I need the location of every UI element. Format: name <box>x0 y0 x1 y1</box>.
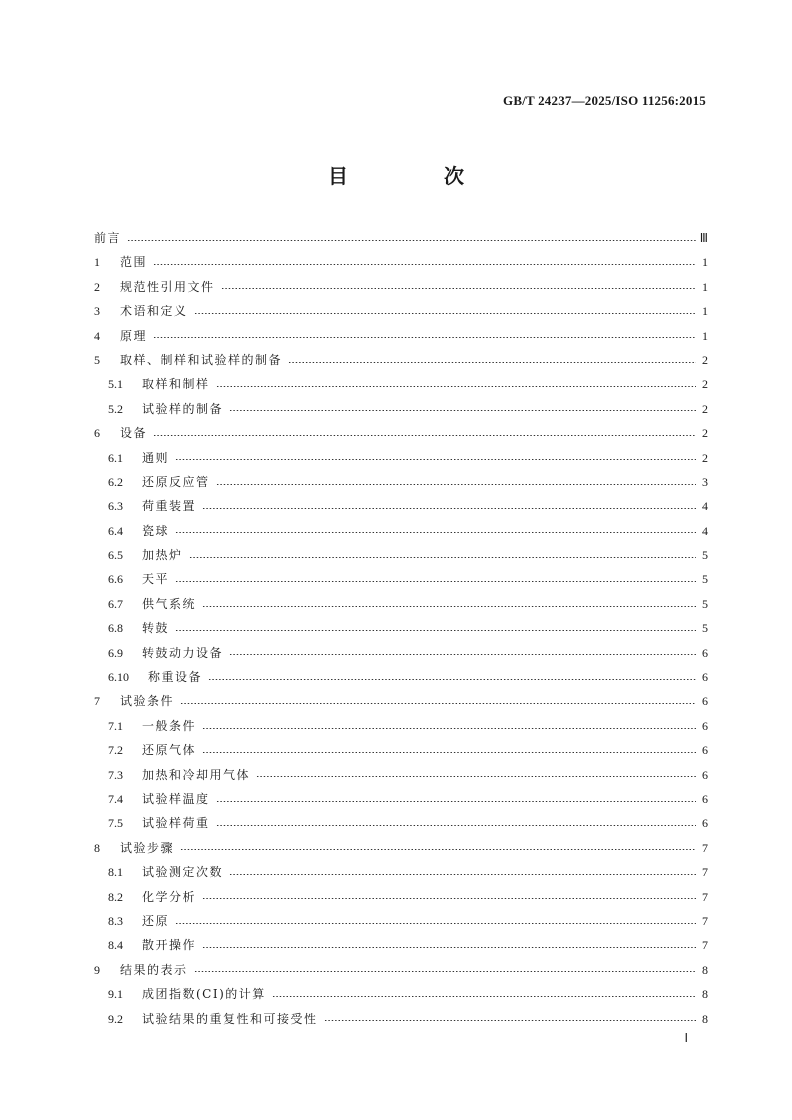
toc-entry-number: 6 <box>94 426 100 441</box>
toc-entry-page: 1 <box>702 328 708 343</box>
toc-entry-page: 6 <box>702 791 708 806</box>
dot-leader <box>194 971 696 972</box>
toc-entry-page: 6 <box>702 743 708 758</box>
dot-leader <box>153 435 696 436</box>
toc-entry-label: 试验样荷重 <box>142 816 210 831</box>
toc-entry-label: 荷重装置 <box>142 499 197 514</box>
dot-leader <box>189 557 696 558</box>
toc-entry-label: 称重设备 <box>148 670 203 685</box>
toc-entry[interactable] <box>94 958 708 982</box>
dot-leader <box>202 752 696 753</box>
dot-leader <box>216 484 696 485</box>
toc-entry-label: 天平 <box>142 572 170 587</box>
toc-entry-page: 1 <box>702 255 708 270</box>
toc-entry-page: 8 <box>702 987 708 1002</box>
toc-entry-label: 范围 <box>120 255 148 270</box>
toc-entry-label: 试验结果的重复性和可接受性 <box>142 1011 318 1026</box>
toc-entry-label: 瓷球 <box>142 523 170 538</box>
dot-leader <box>175 532 696 533</box>
toc-entry-label: 原理 <box>120 328 148 343</box>
toc-entry-number: 7.2 <box>108 743 123 758</box>
dot-leader <box>221 288 696 289</box>
toc-entry-number: 6.3 <box>108 499 123 514</box>
toc-entry-number: 6.8 <box>108 621 123 636</box>
dot-leader <box>288 362 696 363</box>
toc-entry[interactable] <box>94 811 708 835</box>
dot-leader <box>216 386 696 387</box>
toc-entry-page: 3 <box>702 474 708 489</box>
toc-entry-number: 9.2 <box>108 1011 123 1026</box>
toc-entry[interactable] <box>94 665 708 689</box>
toc-entry-number: 7.4 <box>108 791 123 806</box>
toc-entry-label: 设备 <box>120 426 148 441</box>
toc-entry-label: 试验样的制备 <box>142 401 224 416</box>
toc-entry-page: 4 <box>702 499 708 514</box>
toc-entry[interactable] <box>94 787 708 811</box>
toc-entry[interactable] <box>94 226 708 250</box>
dot-leader <box>180 849 696 850</box>
toc-entry-number: 9.1 <box>108 987 123 1002</box>
toc-entry-page: 7 <box>702 938 708 953</box>
toc-entry[interactable] <box>94 421 708 445</box>
dot-leader <box>202 898 696 899</box>
toc-entry-number: 2 <box>94 279 100 294</box>
toc-entry-page: Ⅲ <box>699 231 708 245</box>
toc-entry-page: 1 <box>702 304 708 319</box>
dot-leader <box>202 606 696 607</box>
toc-entry-number: 5 <box>94 352 100 367</box>
toc-entry-label: 一般条件 <box>142 718 197 733</box>
toc-entry-label: 供气系统 <box>142 596 197 611</box>
toc-entry-page: 5 <box>702 621 708 636</box>
toc-entry-number: 7.5 <box>108 816 123 831</box>
toc-entry-number: 6.1 <box>108 450 123 465</box>
standard-code: GB/T 24237—2025/ISO 11256:2015 <box>503 93 706 108</box>
toc-entry-number: 6.10 <box>108 670 129 685</box>
toc-entry-page: 7 <box>702 913 708 928</box>
toc-entry[interactable] <box>94 446 708 470</box>
toc-entry-label: 通则 <box>142 450 170 465</box>
toc-entry-number: 7.1 <box>108 718 123 733</box>
toc-entry-label: 成团指数(CI)的计算 <box>142 987 266 1002</box>
toc-entry-label: 试验条件 <box>120 694 175 709</box>
dot-leader <box>202 947 696 948</box>
dot-leader <box>202 508 696 509</box>
toc-entry-label: 还原 <box>142 913 170 928</box>
toc-entry[interactable] <box>94 738 708 762</box>
toc-entry-label: 术语和定义 <box>120 304 188 319</box>
dot-leader <box>175 581 696 582</box>
toc-entry[interactable] <box>94 348 708 372</box>
toc-entry-page: 6 <box>702 816 708 831</box>
toc-entry-page: 5 <box>702 572 708 587</box>
toc-entry-number: 8.3 <box>108 913 123 928</box>
dot-leader <box>153 264 696 265</box>
toc-entry-label: 还原气体 <box>142 743 197 758</box>
toc-entry[interactable] <box>94 567 708 591</box>
toc-entry-label: 前言 <box>94 231 122 245</box>
dot-leader <box>180 703 696 704</box>
dot-leader <box>175 459 696 460</box>
dot-leader <box>324 1020 696 1021</box>
toc-entry-number: 5.1 <box>108 377 123 392</box>
toc-entry-number: 7.3 <box>108 767 123 782</box>
dot-leader <box>256 776 696 777</box>
toc-entry-page: 8 <box>702 1011 708 1026</box>
dot-leader <box>202 728 696 729</box>
toc-entry[interactable] <box>94 299 708 323</box>
toc-entry[interactable] <box>94 543 708 567</box>
toc-entry-number: 1 <box>94 255 100 270</box>
toc-entry-label: 散开操作 <box>142 938 197 953</box>
toc-entry-page: 6 <box>702 718 708 733</box>
toc-entry-number: 6.7 <box>108 596 123 611</box>
toc-entry[interactable] <box>94 982 708 1006</box>
toc-entry-label: 转鼓 <box>142 621 170 636</box>
toc-entry[interactable] <box>94 860 708 884</box>
toc-entry[interactable] <box>94 592 708 616</box>
toc-entry-page: 8 <box>702 962 708 977</box>
toc-entry[interactable] <box>94 641 708 665</box>
toc-entry-page: 5 <box>702 548 708 563</box>
toc-entry-number: 7 <box>94 694 100 709</box>
toc-entry-page: 7 <box>702 840 708 855</box>
toc-entry[interactable] <box>94 689 708 713</box>
toc-entry-label: 结果的表示 <box>120 962 188 977</box>
toc-entry-number: 8.1 <box>108 865 123 880</box>
toc-entry-number: 6.4 <box>108 523 123 538</box>
dot-leader <box>229 410 696 411</box>
toc-entry[interactable] <box>94 494 708 518</box>
toc-entry[interactable] <box>94 933 708 957</box>
dot-leader <box>272 996 696 997</box>
toc-entry-label: 规范性引用文件 <box>120 279 215 294</box>
toc-entry[interactable] <box>94 275 708 299</box>
toc-entry-number: 6.6 <box>108 572 123 587</box>
toc-entry[interactable] <box>94 1007 708 1031</box>
toc-entry[interactable] <box>94 885 708 909</box>
toc-entry[interactable] <box>94 397 708 421</box>
dot-leader <box>153 337 696 338</box>
toc-entry-page: 2 <box>702 450 708 465</box>
toc-entry-page: 2 <box>702 377 708 392</box>
toc-entry-page: 7 <box>702 889 708 904</box>
toc-entry-label: 试验样温度 <box>142 791 210 806</box>
dot-leader <box>216 801 696 802</box>
toc-entry[interactable] <box>94 836 708 860</box>
toc-entry-number: 6.2 <box>108 474 123 489</box>
dot-leader <box>175 923 696 924</box>
table-of-contents <box>94 226 708 1031</box>
toc-entry-number: 8.4 <box>108 938 123 953</box>
toc-entry-page: 6 <box>702 694 708 709</box>
toc-entry-page: 2 <box>702 426 708 441</box>
toc-entry[interactable] <box>94 763 708 787</box>
toc-entry[interactable] <box>94 616 708 640</box>
toc-entry[interactable] <box>94 470 708 494</box>
toc-entry-label: 取样和制样 <box>142 377 210 392</box>
toc-entry-label: 加热炉 <box>142 548 183 563</box>
toc-entry-label: 化学分析 <box>142 889 197 904</box>
toc-entry-page: 2 <box>702 352 708 367</box>
page-title: 目 次 <box>328 164 502 188</box>
dot-leader <box>194 313 696 314</box>
toc-entry-page: 7 <box>702 865 708 880</box>
toc-entry-label: 试验步骤 <box>120 840 175 855</box>
dot-leader <box>216 825 696 826</box>
toc-entry-page: 6 <box>702 670 708 685</box>
toc-entry-label: 取样、制样和试验样的制备 <box>120 352 283 367</box>
dot-leader <box>208 679 696 680</box>
toc-entry-number: 3 <box>94 304 100 319</box>
dot-leader <box>229 874 696 875</box>
toc-entry-label: 加热和冷却用气体 <box>142 767 251 782</box>
toc-entry[interactable] <box>94 714 708 738</box>
toc-entry-number: 6.9 <box>108 645 123 660</box>
toc-entry-label: 还原反应管 <box>142 474 210 489</box>
dot-leader <box>229 654 696 655</box>
toc-entry-page: 4 <box>702 523 708 538</box>
page-number: Ⅰ <box>684 1031 688 1045</box>
toc-entry-page: 2 <box>702 401 708 416</box>
toc-entry[interactable] <box>94 250 708 274</box>
toc-entry[interactable] <box>94 519 708 543</box>
toc-entry[interactable] <box>94 324 708 348</box>
dot-leader <box>127 240 696 241</box>
toc-entry[interactable] <box>94 909 708 933</box>
toc-entry-page: 6 <box>702 767 708 782</box>
toc-entry-number: 6.5 <box>108 548 123 563</box>
toc-entry-label: 试验测定次数 <box>142 865 224 880</box>
toc-entry-number: 9 <box>94 962 100 977</box>
toc-entry-page: 6 <box>702 645 708 660</box>
toc-entry-number: 5.2 <box>108 401 123 416</box>
toc-entry-page: 1 <box>702 279 708 294</box>
toc-entry-page: 5 <box>702 596 708 611</box>
toc-entry-number: 4 <box>94 328 100 343</box>
toc-entry-number: 8.2 <box>108 889 123 904</box>
toc-entry-number: 8 <box>94 840 100 855</box>
toc-entry[interactable] <box>94 372 708 396</box>
toc-entry-label: 转鼓动力设备 <box>142 645 224 660</box>
dot-leader <box>175 630 696 631</box>
